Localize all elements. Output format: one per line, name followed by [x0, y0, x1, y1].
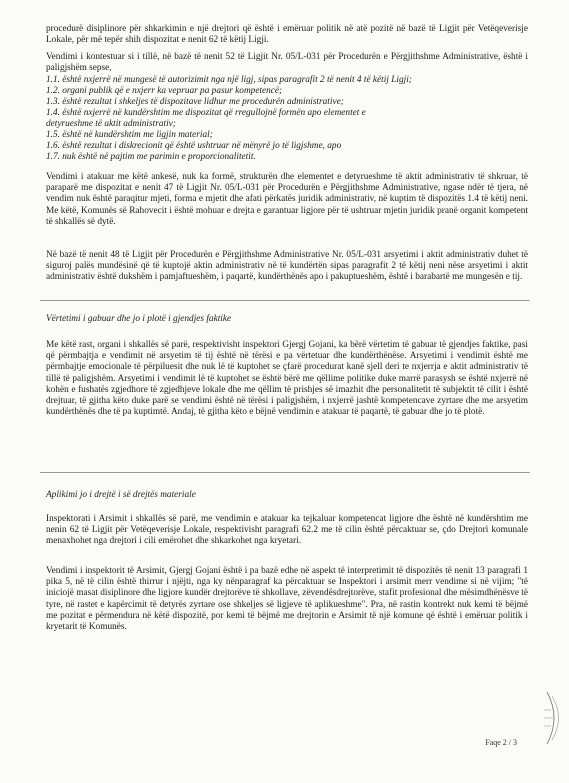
list-item: 1.2. organi publik që e nxjerr ka vepruar pa pasur kompetencë;: [46, 86, 283, 96]
list-item: 1.3. është rezultat i shkeljes të dispozitave lidhur me procedurën administrative;: [46, 97, 344, 107]
list-item: 1.4. është nxjerrë në kundërshtim me dispozitat që rregullojnë formën apo elementet e: [46, 108, 366, 118]
page-number: Faqe 2 / 3: [485, 738, 517, 747]
list-item: 1.7. nuk është në pajtim me parimin e proporcionalitetit.: [46, 152, 256, 162]
list-item: 1.5. është në kundërshtim me ligjin material;: [46, 130, 213, 140]
paragraph-competences: Inspektorati i Arsimit i shkallës së parë, me vendimin e atakuar ka tejkaluar kompetencat ligjore dhe është në kundërshtim me nenin 62 të Ligjit për Vetëqeverisje Lokale, respektivisht paragrafi 62.2 me të cilin është përcaktuar se, çdo Drejtori komunale menaxhohet nga drejtori i cili emërohet dhe shkarkohet nga kryetari.: [46, 514, 528, 547]
list-item: 1.1. është nxjerrë në mungesë të autorizimit nga një ligj, sipas paragrafit 2 të nenit 4 të këtij Ligji;: [46, 75, 412, 85]
stamp-fragment: [543, 688, 565, 748]
list-item: 1.6. është rezultat i diskrecionit që është ushtruar në mënyrë jo të ligjshme, apo: [46, 141, 342, 151]
paragraph-contested-decision: Vendimi i kontestuar si i tillë, në bazë të nenit 52 të Ligjit Nr. 05/L-031 për Procedurën e Përgjithshme Administrative, është i paligjshëm sepse,: [46, 52, 528, 74]
section-heading-material-law: Aplikimi jo i drejtë i së drejtës materiale: [46, 490, 196, 500]
paragraph-intro-continuation: procedurë disiplinore për shkarkimin e një drejtori që është i emëruar politik në atë pozitë në bazë të Ligjit për Vetëqeverisje Lokale, për më tepër shih dispozitat e nenit 62 të këtij Ligji.: [46, 24, 528, 46]
paragraph-form-elements: Vendimi i atakuar me këtë ankesë, nuk ka formë, strukturën dhe elementet e detyrueshme të aktit administrativ të shkruar, të paraparë me dispozitat e nenit 47 të Ligjit Nr. 05/L-031 për Procedurën e Përgjithshme Administrative, ngase ndër të tjera, në vendim nuk është paraqitur mjeti, forma e mjetit dhe afati përkatës juridik administrativ, në kuptim të dispozitës 1.4 të këtij neni. Me këtë, Komunës së Rahovecit i është mohuar e drejta e garantuar ligjore për të ushtruar mjetin juridik pranë organit kompetent të shkallës së dytë.: [46, 172, 528, 227]
paragraph-interpretation: Vendimi i inspektorit të Arsimit, Gjergj Gojani është i pa bazë edhe në aspekt të interpretimit të dispozitës të nenit 13 paragrafi 1 pika 5, në të cilin është thirrur i njëjti, nga ky nënparagraf ka përcaktuar se Inspektori i arsimit merr vendime si në vijim; "të iniciojë masat disiplinore dhe ligjore kundër drejtorëve të shkollave, zëvendësdrejtorëve, stafit profesional dhe mësimdhënësve të tyre, në rastet e kapërcimit të detyrës zyrtare ose shkeljes së ligjeve të aplikueshme". Pra, në rastin kontrekt nuk kemi të bëjmë me pozitat e përmendura në këtë dispozitë, por kemi të bëjmë me drejtorin e Arsimit të një komune që është i emëruar politik i kryetarit të Komunës.: [46, 566, 528, 633]
paragraph-reasoning: Në bazë të nenit 48 të Ligjit për Procedurën e Përgjithshme Administrative Nr. 05/L-031 arsyetimi i aktit administrativ duhet të siguroj palës mundësinë që të kuptojë aktin administrativ në të kundërtën sipas paragrafit 2 të këtij neni nëse arsyetimi i aktit administrativ është dukshëm i pamjaftueshëm, i paqartë, kundërthënës apo i pakuptueshëm, është i barabartë me mungesën e tij.: [46, 250, 528, 283]
section-divider: [40, 472, 530, 473]
section-divider: [40, 300, 530, 301]
paragraph-facts: Me këtë rast, organi i shkallës së parë, respektivisht inspektori Gjergj Gojani, ka bërë vërtetim të gabuar të gjendjes faktike, pasi që përmbajtja e vendimit në arsyetim të tij është në tërësi e pa vërtetuar dhe kundërthënëse. Arsyetimi i vendimit është me përmbajtje emocionale të përpiluesit dhe nuk lë të kuptohet se çfarë procedurat kanë sjell deri te nxjerrja e aktit administrativ të tillë të paligjshëm. Arsyetimi i vendimit lë të kuptohet se është bërë me qëllime politike duke marrë parasysh se është nxjerrë në kohën e fushatës zgjedhore të zgjedhjeve lokale dhe me qëllim të prishjes së imazhit dhe personalitetit të subjektit të cilit i është drejtuar, të gjitha këto duke parë se vendimi është në tërësi i paligjshëm, i nxjerrë jashtë kompetencave zyrtare dhe me arsyetim kundërthënës dhe të pa kuptimtë. Andaj, të gjitha këto e bëjnë vendimin e atakuar të paqartë, të gabuar dhe jo të plotë.: [46, 340, 528, 418]
section-heading-facts: Vërtetimi i gabuar dhe jo i plotë i gjendjes faktike: [46, 314, 232, 324]
list-item: detyrueshme të aktit administrativ;: [46, 119, 176, 129]
